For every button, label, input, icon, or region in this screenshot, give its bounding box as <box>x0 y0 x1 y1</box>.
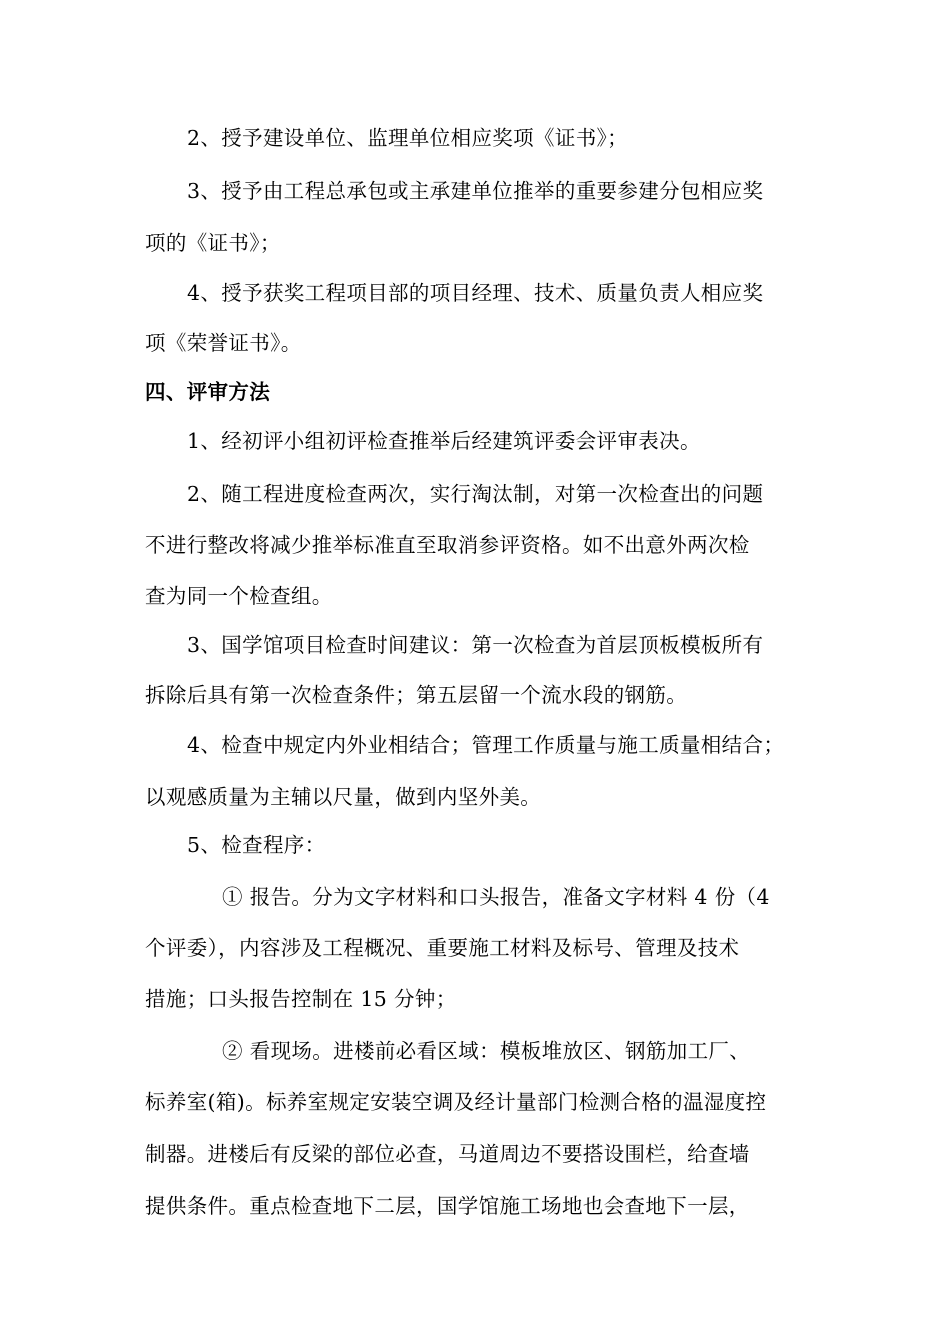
paragraph-line: ① 报告。分为文字材料和口头报告，准备文字材料 4 份（4 <box>222 885 770 909</box>
paragraph-line: 以观感质量为主辅以尺量，做到内坚外美。 <box>145 785 542 809</box>
paragraph-line: 2、随工程进度检查两次，实行淘汰制，对第一次检查出的问题 <box>187 482 764 506</box>
paragraph-line: 个评委），内容涉及工程概况、重要施工材料及标号、管理及技术 <box>145 936 740 960</box>
paragraph-line: ② 看现场。进楼前必看区域：模板堆放区、钢筋加工厂、 <box>222 1039 751 1063</box>
paragraph-line: 提供条件。重点检查地下二层，国学馆施工场地也会查地下一层， <box>145 1194 750 1218</box>
paragraph-line: 4、检查中规定内外业相结合；管理工作质量与施工质量相结合； <box>187 733 785 757</box>
section-heading: 四、评审方法 <box>145 380 271 404</box>
paragraph-line: 项的《证书》； <box>145 231 281 255</box>
paragraph-line: 3、国学馆项目检查时间建议：第一次检查为首层顶板模板所有 <box>187 633 764 657</box>
paragraph-line: 不进行整改将减少推举标准直至取消参评资格。如不出意外两次检 <box>145 533 750 557</box>
paragraph-line: 5、检查程序： <box>187 833 326 857</box>
paragraph-line: 查为同一个检查组。 <box>145 584 333 608</box>
paragraph-line: 2、授予建设单位、监理单位相应奖项《证书》； <box>187 126 628 150</box>
paragraph-line: 3、授予由工程总承包或主承建单位推举的重要参建分包相应奖 <box>187 179 764 203</box>
paragraph-line: 1、经初评小组初评检查推举后经建筑评委会评审表决。 <box>187 429 701 453</box>
paragraph-line: 拆除后具有第一次检查条件；第五层留一个流水段的钢筋。 <box>145 683 688 707</box>
paragraph-line: 4、授予获奖工程项目部的项目经理、技术、质量负责人相应奖 <box>187 281 764 305</box>
paragraph-line: 制器。进楼后有反梁的部位必查，马道周边不要搭设围栏，给查墙 <box>145 1142 750 1166</box>
paragraph-line: 项《荣誉证书》。 <box>145 331 302 355</box>
paragraph-line: 措施；口头报告控制在 15 分钟； <box>145 987 457 1011</box>
paragraph-line: 标养室(箱)。标养室规定安装空调及经计量部门检测合格的温湿度控 <box>145 1090 767 1114</box>
